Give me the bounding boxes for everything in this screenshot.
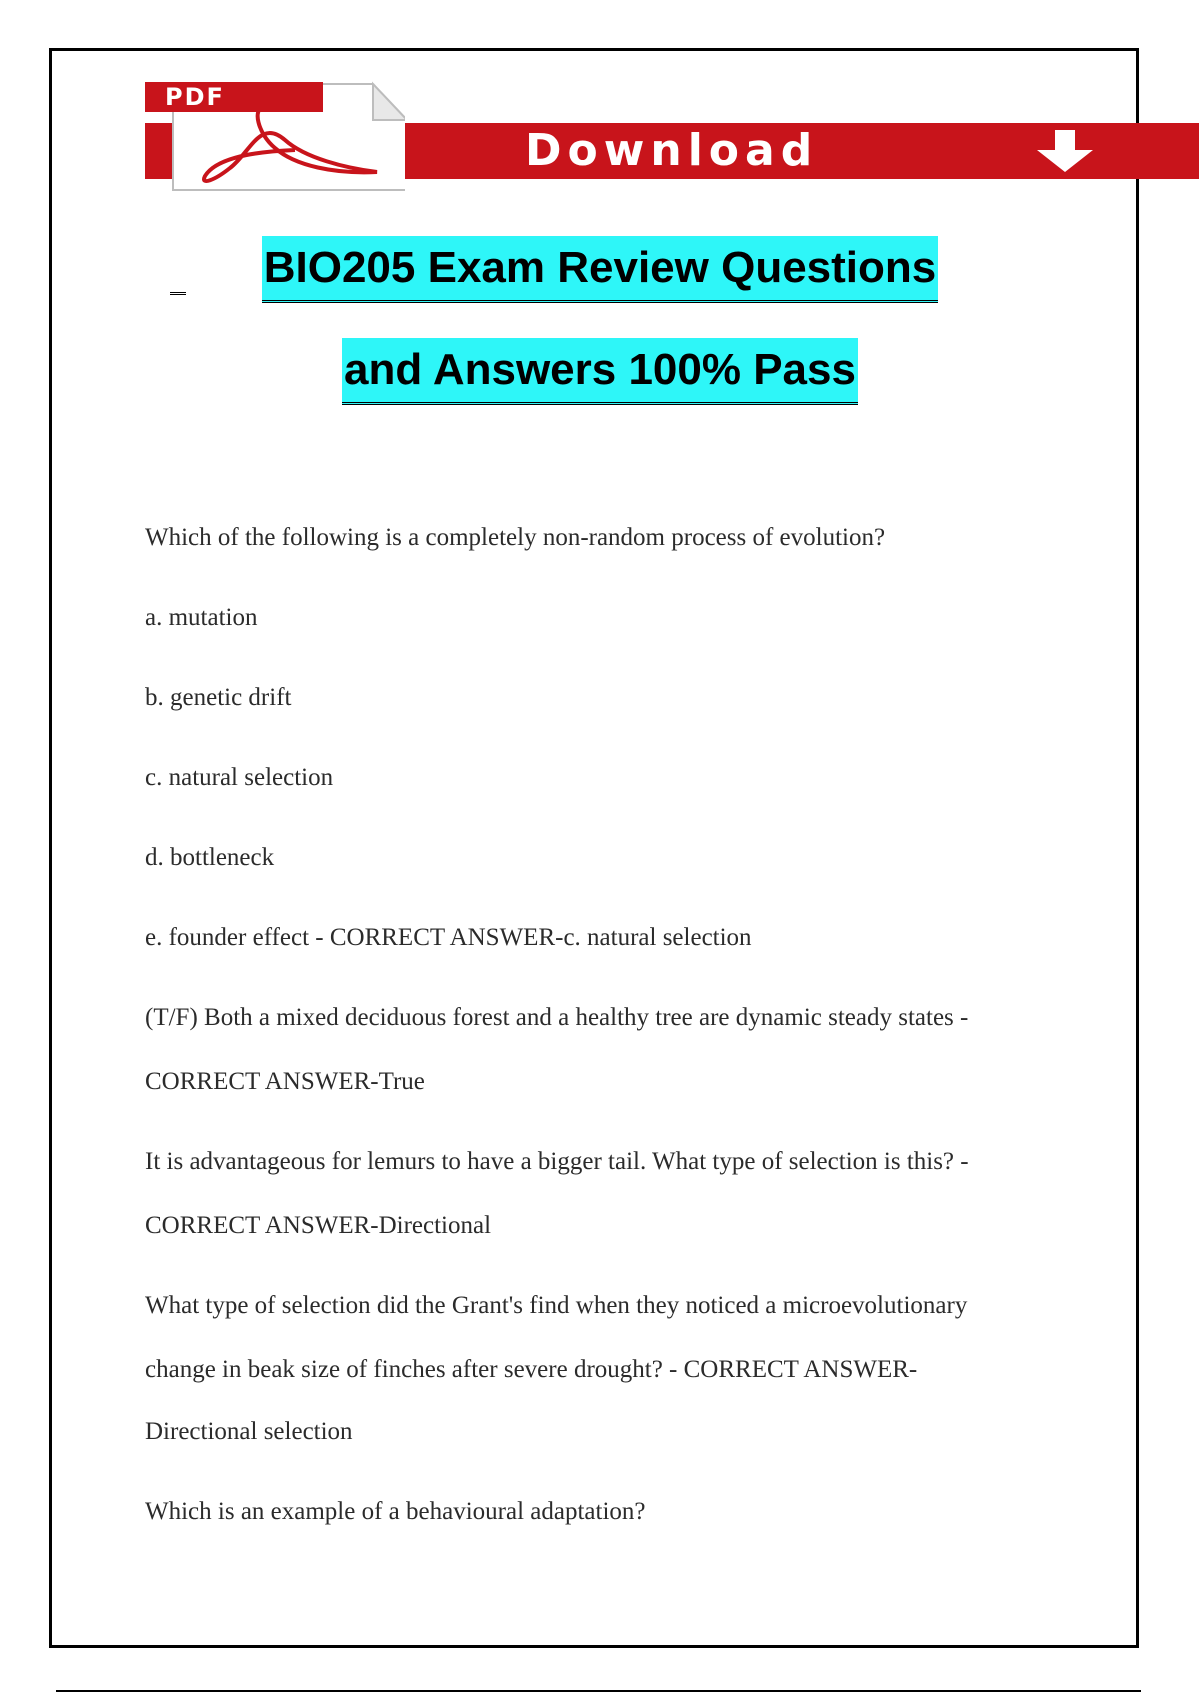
pdf-file-icon — [145, 78, 405, 193]
option-d: d. bottleneck — [145, 844, 275, 871]
question-4: What type of selection did the Grant's find when they noticed a microevolutionary — [145, 1292, 968, 1319]
pdf-tag: PDF — [145, 82, 323, 112]
answer-2: CORRECT ANSWER-True — [145, 1068, 425, 1095]
download-label[interactable]: Download — [525, 125, 819, 176]
document-title-line-1: BIO205 Exam Review Questions — [262, 236, 939, 303]
document-title-line-2-wrap — [0, 338, 1200, 405]
question-2: (T/F) Both a mixed deciduous forest and a healthy tree are dynamic steady states - — [145, 1004, 969, 1031]
document-title-line-2: and Answers 100% Pass — [342, 338, 858, 405]
option-e-answer: e. founder effect - CORRECT ANSWER-c. natural selection — [145, 924, 752, 951]
option-b: b. genetic drift — [145, 684, 292, 711]
download-arrow-icon[interactable] — [1025, 128, 1105, 174]
answer-3: CORRECT ANSWER-Directional — [145, 1212, 492, 1239]
question-4-cont: change in beak size of finches after severe drought? - CORRECT ANSWER- — [145, 1356, 918, 1383]
option-c: c. natural selection — [145, 764, 334, 791]
option-a: a. mutation — [145, 604, 258, 631]
bottom-rule — [56, 1690, 1141, 1692]
download-banner[interactable] — [145, 78, 1199, 193]
document-title-line-1-wrap — [0, 236, 1200, 303]
answer-4: Directional selection — [145, 1418, 353, 1445]
question-5: Which is an example of a behavioural adaptation? — [145, 1498, 646, 1525]
question-3: It is advantageous for lemurs to have a bigger tail. What type of selection is this? - — [145, 1148, 969, 1175]
question-1: Which of the following is a completely non-random process of evolution? — [145, 524, 886, 551]
